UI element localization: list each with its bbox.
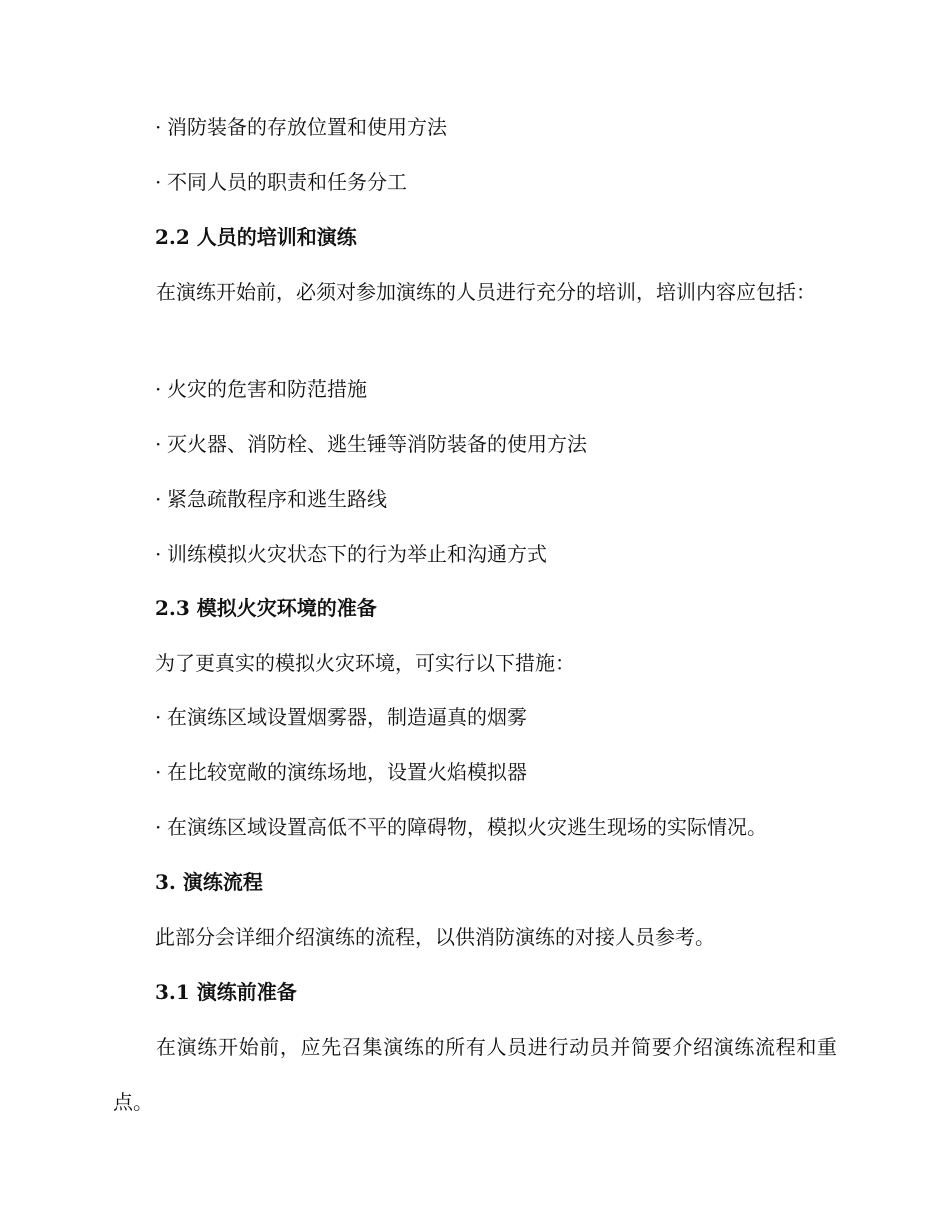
- bullet-marker: ·: [155, 432, 162, 456]
- bullet-marker: ·: [155, 115, 162, 139]
- paragraph-flow: 此部分会详细介绍演练的流程，以供消防演练的对接人员参考。: [155, 925, 715, 949]
- bullet-marker: ·: [155, 170, 162, 194]
- bullet-marker: ·: [155, 542, 162, 566]
- section-heading-2-2: 2.2 人员的培训和演练: [155, 225, 357, 249]
- bullet-marker: ·: [155, 705, 162, 729]
- bullet-text: 在演练区域设置高低不平的障碍物，模拟火灾逃生现场的实际情况。: [167, 815, 767, 839]
- bullet-text: 不同人员的职责和任务分工: [167, 170, 407, 194]
- paragraph-training: 在演练开始前，必须对参加演练的人员进行充分的培训，培训内容应包括：: [156, 280, 816, 304]
- bullet-item: [155, 486, 387, 512]
- bullet-item: [155, 759, 527, 785]
- bullet-item: [155, 114, 447, 140]
- bullet-text: 消防装备的存放位置和使用方法: [167, 115, 447, 139]
- paragraph-environment: 为了更真实的模拟火灾环境，可实行以下措施：: [155, 651, 575, 675]
- section-heading-3: 3. 演练流程: [155, 870, 263, 894]
- bullet-marker: ·: [155, 760, 162, 784]
- bullet-item: [155, 814, 767, 840]
- bullet-text: 在演练区域设置烟雾器，制造逼真的烟雾: [167, 705, 527, 729]
- bullet-text: 火灾的危害和防范措施: [167, 377, 367, 401]
- bullet-item: [155, 541, 547, 567]
- bullet-text: 训练模拟火灾状态下的行为举止和沟通方式: [167, 542, 547, 566]
- bullet-item: [155, 376, 367, 402]
- bullet-text: 紧急疏散程序和逃生路线: [167, 487, 387, 511]
- bullet-item: [155, 704, 527, 730]
- bullet-item: [155, 169, 407, 195]
- bullet-marker: ·: [155, 815, 162, 839]
- bullet-marker: ·: [155, 377, 162, 401]
- bullet-text: 在比较宽敞的演练场地，设置火焰模拟器: [167, 760, 527, 784]
- bullet-text: 灭火器、消防栓、逃生锤等消防装备的使用方法: [167, 432, 587, 456]
- paragraph-preparation: 在演练开始前，应先召集演练的所有人员进行动员并简要介绍演练流程和重点。: [113, 1035, 837, 1114]
- bullet-marker: ·: [155, 487, 162, 511]
- bullet-item: [155, 431, 587, 457]
- section-heading-3-1: 3.1 演练前准备: [155, 980, 297, 1004]
- section-heading-2-3: 2.3 模拟火灾环境的准备: [155, 596, 377, 620]
